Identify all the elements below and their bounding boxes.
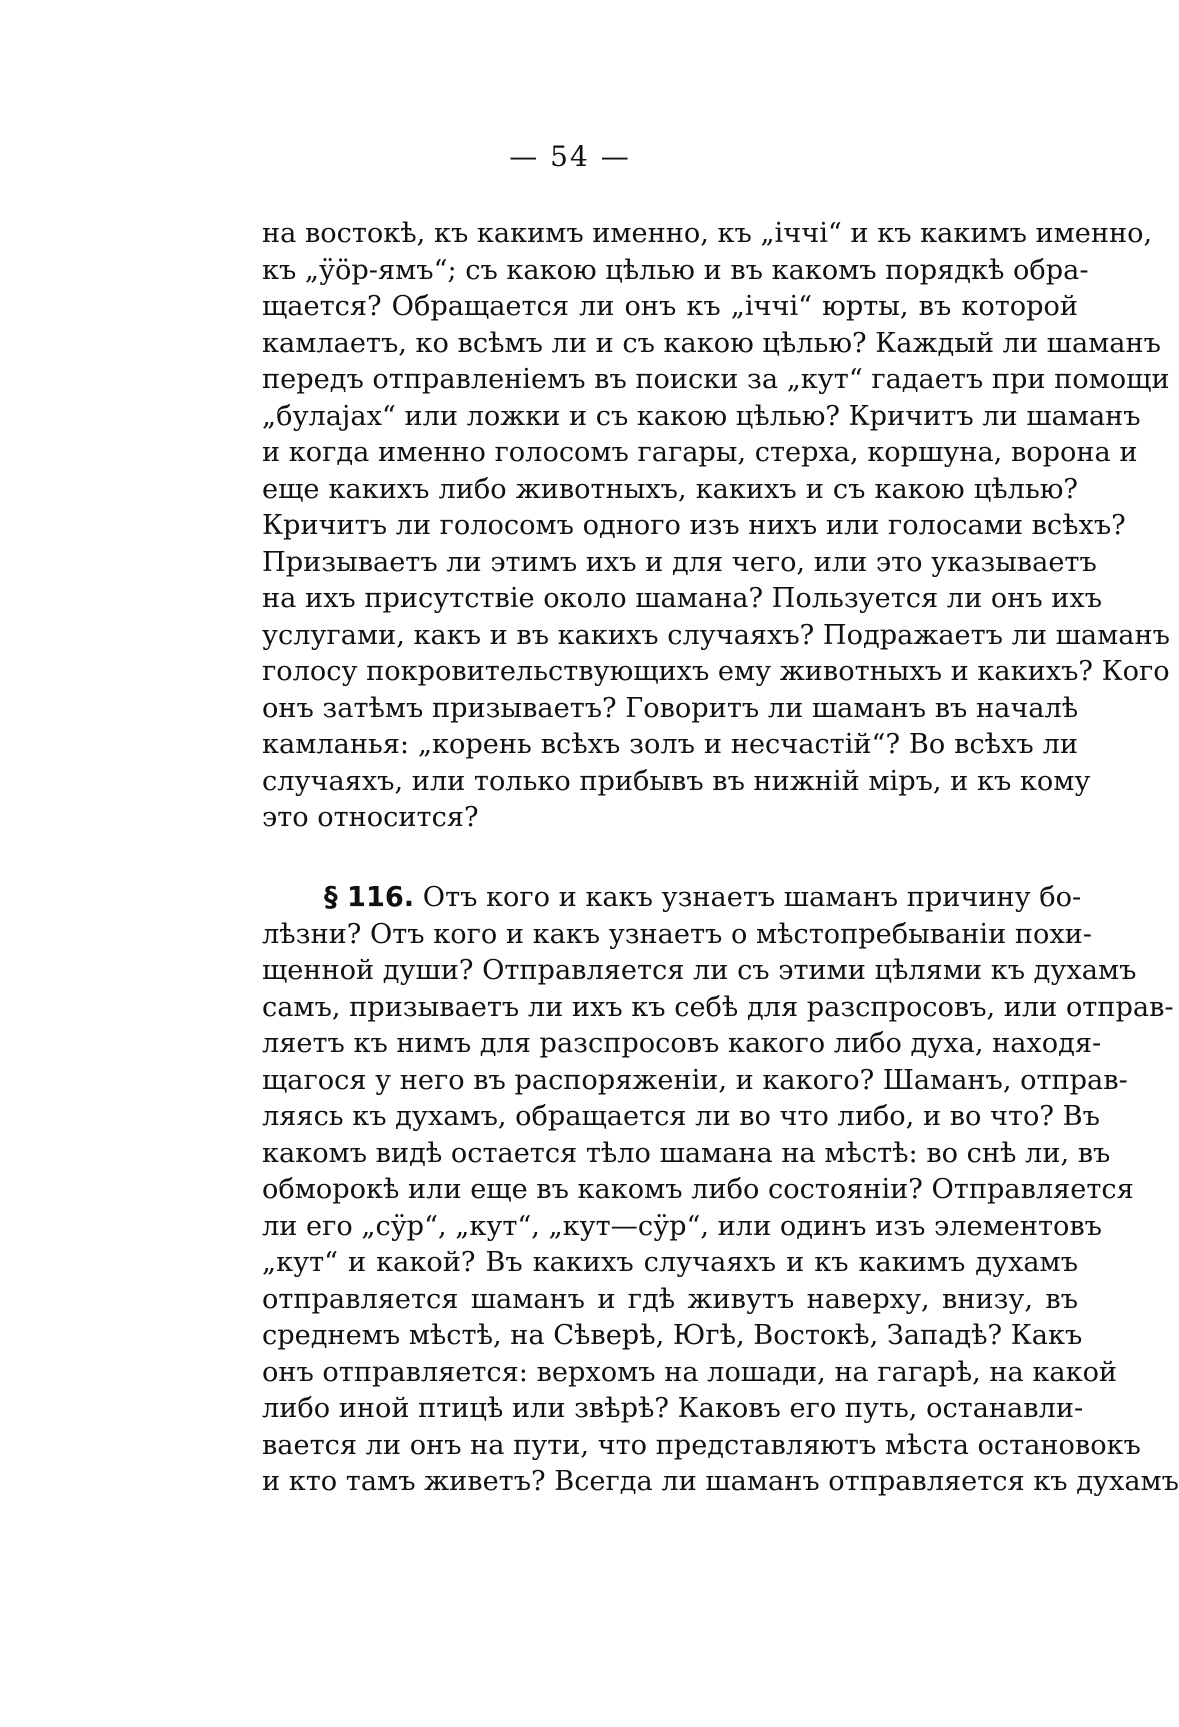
text-line: какомъ видѣ остается тѣло шамана на мѣстѣ: во снѣ ли, въ [262,1137,1111,1169]
text-line: самъ, призываетъ ли ихъ къ себѣ для разспросовъ, или отправ- [262,991,1174,1023]
paragraph-1 [262,216,1170,837]
text-line: щенной души? Отправляется ли съ этими цѣлями къ духамъ [262,955,1137,986]
text-line: и кто тамъ живетъ? Всегда ли шаманъ отправляется къ духамъ [262,1466,1179,1497]
text-line: къ „ӱӧр-ямъ“; съ какою цѣлью и въ какомъ порядкѣ обра- [262,254,1089,286]
page-number: — 54 — [509,140,631,173]
text-line: ли его „сӱр“, „кут“, „кут—сӱр“, или одинъ изъ элементовъ [262,1210,1102,1242]
text-line: на востокѣ, къ какимъ именно, къ „іччі“ и къ какимъ именно, [262,218,1153,249]
text-line: среднемъ мѣстѣ, на Сѣверѣ, Югѣ, Востокѣ, Западѣ? Какъ [262,1320,1083,1351]
text-line: Призываетъ ли этимъ ихъ и для чего, или это указываетъ [262,546,1097,578]
paragraph-2 [262,880,1179,1501]
text-line: услугами, какъ и въ какихъ случаяхъ? Подражаетъ ли шаманъ [262,619,1170,651]
text-line-start: Отъ кого и какъ узнаетъ шаманъ причину бо- [422,882,1082,913]
text-line: „кут“ и какой? Въ какихъ случаяхъ и къ какимъ духамъ [262,1247,1078,1278]
text-line: голосу покровительствующихъ ему животныхъ и какихъ? Кого [262,656,1170,687]
text-line: обморокѣ или еще въ какомъ либо состояніи? Отправляется [262,1174,1134,1205]
text-line: это относится? [262,802,479,833]
text-line: и когда именно голосомъ гагары, стерха, коршуна, ворона и [262,437,1138,468]
text-line: либо иной птицѣ или звѣрѣ? Каковъ его путь, останавли- [262,1393,1084,1424]
text-line: камланья: „корень всѣхъ золъ и несчастій“? Во всѣхъ ли [262,729,1078,760]
text-line: лѣзни? Отъ кого и какъ узнаетъ о мѣстопребываніи похи- [262,918,1092,950]
text-line: „булаjах“ или ложки и съ какою цѣлью? Кричитъ ли шаманъ [262,400,1141,432]
text-line: еще какихъ либо животныхъ, какихъ и съ какою цѣлью? [262,473,1078,505]
text-line: передъ отправленіемъ въ поиски за „кут“ гадаетъ при помощи [262,364,1170,395]
text-line-first [262,880,1082,917]
text-line: онъ отправляется: верхомъ на лошади, на гагарѣ, на какой [262,1356,1118,1388]
text-line: щагося у него въ распоряженіи, и какого? Шаманъ, отправ- [262,1064,1128,1096]
text-line: онъ затѣмъ призываетъ? Говоритъ ли шаманъ въ началѣ [262,692,1079,724]
text-line: щается? Обращается ли онъ къ „іччі“ юрты, въ которой [262,291,1078,322]
text-line: ляетъ къ нимъ для разспросовъ какого либо духа, находя- [262,1028,1102,1059]
text-line: камлаетъ, ко всѣмъ ли и съ какою цѣлью? Каждый ли шаманъ [262,327,1161,359]
text-line: вается ли онъ на пути, что представляютъ мѣста остановокъ [262,1429,1141,1461]
section-number: § 116. [324,882,415,913]
text-line: на ихъ присутствіе около шамана? Пользуется ли онъ ихъ [262,583,1103,614]
text-line: ляясь къ духамъ, обращается ли во что либо, и во что? Въ [262,1101,1100,1132]
text-line: случаяхъ, или только прибывъ въ нижній міръ, и къ кому [262,765,1091,797]
text-line: отправляется шаманъ и гдѣ живутъ наверху, внизу, въ [262,1283,1078,1315]
text-line: Кричитъ ли голосомъ одного изъ нихъ или голосами всѣхъ? [262,510,1126,541]
